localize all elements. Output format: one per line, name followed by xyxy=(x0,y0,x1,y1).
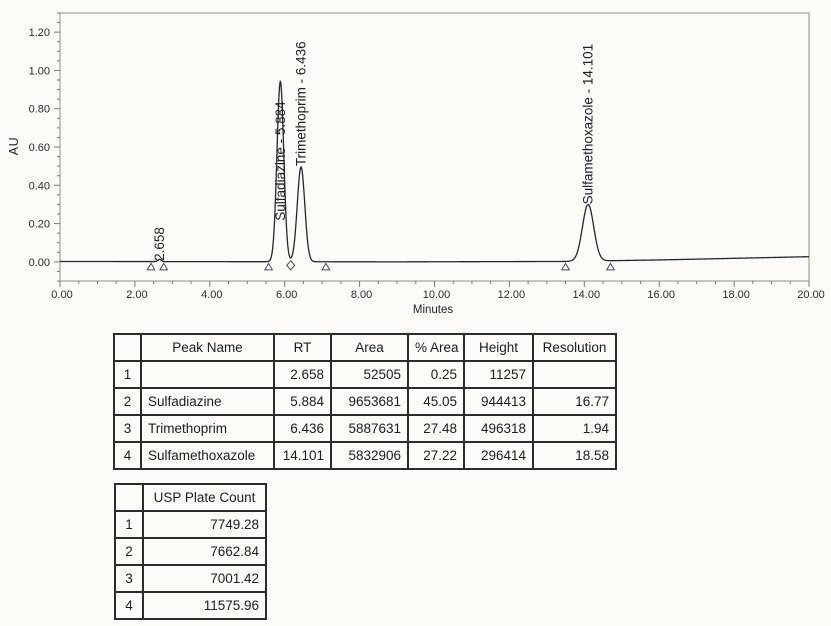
table-cell: 11575.96 xyxy=(143,592,266,619)
x-tick-label: 2.00 xyxy=(126,289,148,301)
integration-triangle-marker xyxy=(147,263,155,270)
x-tick-label: 0.00 xyxy=(51,289,73,301)
integration-diamond-marker xyxy=(287,261,295,270)
peak-label: 2.658 xyxy=(152,227,168,261)
table-cell: 1.94 xyxy=(533,415,616,442)
table-cell: 5.884 xyxy=(274,388,331,415)
table-cell: 45.05 xyxy=(408,388,464,415)
table-row xyxy=(114,415,616,442)
table-cell: 3 xyxy=(115,565,143,592)
table-header-row xyxy=(115,484,266,511)
table-cell: 5832906 xyxy=(331,442,408,469)
table-row xyxy=(115,565,266,592)
table-cell: 2.658 xyxy=(274,361,331,388)
peak-results-table xyxy=(113,333,617,470)
x-axis-title: Minutes xyxy=(412,304,454,316)
table-cell: 944413 xyxy=(464,388,533,415)
table-cell: 27.48 xyxy=(408,415,464,442)
integration-triangle-marker xyxy=(562,263,570,270)
y-tick-label: 1.20 xyxy=(28,27,50,40)
integration-triangle-marker xyxy=(322,263,330,270)
peak-label: Sulfadiazine - 5.884 xyxy=(272,101,288,221)
y-tick-label: 0.20 xyxy=(28,218,50,231)
integration-triangle-marker xyxy=(607,263,615,270)
table-cell: 7749.28 xyxy=(143,511,266,538)
table-cell: 2 xyxy=(114,388,141,415)
table-cell: 4 xyxy=(114,442,141,469)
table-cell: 6.436 xyxy=(274,415,331,442)
table-cell: 27.22 xyxy=(408,442,464,469)
table-cell: 7662.84 xyxy=(143,538,266,565)
table-cell: 4 xyxy=(115,592,143,619)
table-cell: 7001.42 xyxy=(143,565,266,592)
table-cell: 296414 xyxy=(464,442,533,469)
table-cell: Trimethoprim xyxy=(141,415,274,442)
integration-triangle-marker xyxy=(265,263,273,270)
table-cell: 9653681 xyxy=(331,388,408,415)
table-cell: Sulfamethoxazole xyxy=(141,442,274,469)
y-tick-label: 1.00 xyxy=(28,65,50,78)
table-cell: 11257 xyxy=(464,361,533,388)
y-axis-title: AU xyxy=(7,136,21,156)
table-row xyxy=(114,361,616,388)
x-tick-label: 4.00 xyxy=(201,289,223,301)
column-header xyxy=(115,484,143,511)
x-tick-label: 16.00 xyxy=(647,289,675,301)
column-header: RT xyxy=(274,334,331,361)
table-cell xyxy=(141,361,274,388)
column-header: Peak Name xyxy=(141,334,274,361)
x-tick-label: 20.00 xyxy=(797,289,825,301)
x-tick-label: 6.00 xyxy=(275,289,298,301)
column-header xyxy=(114,334,141,361)
column-header: USP Plate Count xyxy=(143,484,266,511)
column-header: % Area xyxy=(408,334,464,361)
column-header: Height xyxy=(464,334,533,361)
peak-label: Trimethoprim - 6.436 xyxy=(293,41,309,167)
table-cell xyxy=(533,361,616,388)
table-row xyxy=(115,592,266,619)
table-row xyxy=(115,538,266,565)
usp-plate-count-table xyxy=(114,483,267,620)
y-tick-label: 0.00 xyxy=(28,256,50,269)
column-header: Resolution xyxy=(533,334,616,361)
y-tick-label: 0.60 xyxy=(28,142,50,154)
table-cell: 1 xyxy=(115,511,143,538)
table-row xyxy=(115,511,266,538)
table-cell: Sulfadiazine xyxy=(141,388,274,415)
table-cell: 5887631 xyxy=(331,415,408,442)
plot-frame xyxy=(60,13,809,281)
y-tick-label: 0.40 xyxy=(28,180,50,193)
table-cell: 3 xyxy=(114,415,141,442)
x-tick-label: 10.00 xyxy=(422,289,451,301)
x-tick-label: 14.00 xyxy=(572,289,601,301)
table-header-row xyxy=(114,334,616,361)
x-tick-label: 18.00 xyxy=(722,289,750,301)
table-cell: 496318 xyxy=(464,415,533,442)
table-cell: 14.101 xyxy=(274,442,331,469)
table-cell: 0.25 xyxy=(408,361,464,388)
peak-label: Sulfamethoxazole - 14.101 xyxy=(580,43,596,205)
column-header: Area xyxy=(331,334,408,361)
x-tick-label: 8.00 xyxy=(350,289,373,301)
table-cell: 1 xyxy=(114,361,141,388)
table-row xyxy=(114,388,616,415)
signal-trace xyxy=(60,81,809,262)
table-row xyxy=(114,442,616,469)
integration-triangle-marker xyxy=(160,263,168,270)
table-cell: 18.58 xyxy=(533,442,616,469)
y-tick-label: 0.80 xyxy=(28,103,50,116)
x-tick-label: 12.00 xyxy=(497,289,526,301)
table-cell: 2 xyxy=(115,538,143,565)
table-cell: 16.77 xyxy=(533,388,616,415)
table-cell: 52505 xyxy=(331,361,408,388)
